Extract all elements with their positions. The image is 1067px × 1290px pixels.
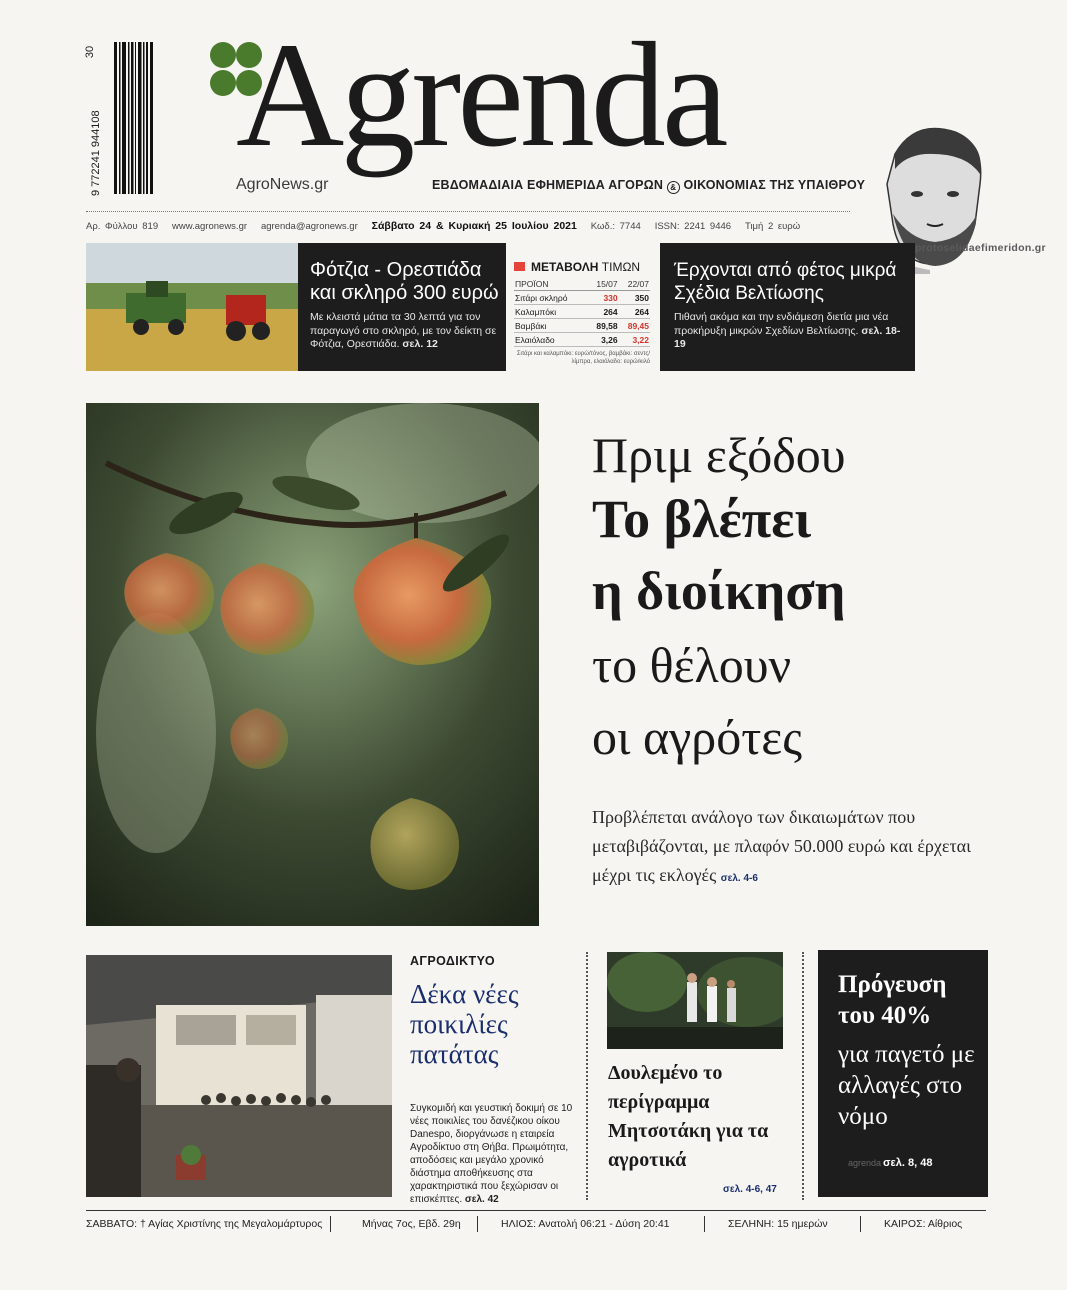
- greenhouse-visit-photo: [607, 952, 783, 1049]
- masthead-logo: Agrenda: [236, 12, 725, 178]
- teaser-left-body: Με κλειστά μάτια τα 30 λεπτά για τον παραγωγό στο σκληρό, με τον δείκτη σε Φότζια, Ορεστιάδα. σελ. 12: [310, 311, 497, 350]
- footer-month: Μήνας 7ος, Εβδ. 29η: [362, 1218, 461, 1230]
- table-row: Βαμβάκι 89,58 89,45: [515, 320, 649, 331]
- footer-rule: [86, 1210, 986, 1211]
- main-headline-line5: οι αγρότες: [592, 709, 803, 765]
- masthead-site: AgroNews.gr: [236, 176, 329, 193]
- masthead-rule: [86, 211, 850, 212]
- bottom-left-ref: σελ. 42: [464, 1194, 499, 1205]
- main-headline-line1: Πριμ εξόδου: [592, 427, 846, 483]
- bottom-left-body: Συγκομιδή και γευστική δοκιμή σε 10 νέες ποικιλίες του δανέζικου οίκου Danespo, διοργάνωσε η εταιρεία Αγροδίκτυο στη Θήβα. Πρωιμότητα, αποδόσεις και μεγάλο χρονικό διάστημα αποθήκευσης στα χαρακτηριστικά που ξεχώρισαν οι επισκέπτες. σελ. 42: [410, 1103, 573, 1205]
- column-divider: [586, 952, 588, 1200]
- bottom-middle-headline: Δουλεμένο το περίγραμμα Μητσοτάκη για τα αγροτικά: [608, 1062, 769, 1171]
- price-table-title: ΜΕΤΑΒΟΛΗ ΤΙΜΩΝ: [514, 260, 650, 274]
- price-table: [514, 278, 650, 347]
- red-square-icon: [514, 262, 525, 271]
- pears-photo: [86, 403, 539, 926]
- footer-weather: ΚΑΙΡΟΣ: Αίθριος: [884, 1218, 963, 1230]
- footer-sun: ΗΛΙΟΣ: Ανατολή 06:21 - Δύση 20:41: [501, 1218, 670, 1230]
- event-hall-photo: [86, 955, 392, 1197]
- watermark: protoselidaefimeridon.gr: [915, 242, 1046, 254]
- barcode-issue: 30: [84, 45, 97, 59]
- footer-moon: ΣΕΛΗΝΗ: 15 ημερών: [728, 1218, 828, 1230]
- teaser-left-title: Φότζια - Ορεστιάδα και σκληρό 300 ευρώ: [310, 259, 499, 304]
- main-headline-line3: η διοίκηση: [592, 561, 846, 621]
- bottom-right-ref: agrenda σελ. 8, 48: [848, 1157, 933, 1169]
- masthead-tagline: ΕΒΔΟΜΑΔΙΑΙΑ ΕΦΗΜΕΡΙΔΑ ΑΓΟΡΩΝ & ΟΙΚΟΝΟΜΙΑΣ ΤΗΣ ΥΠΑΙΘΡΟΥ: [432, 178, 866, 192]
- price-change-table: [514, 260, 650, 366]
- issue-info-line: Αρ. Φύλλου 819 www.agronews.gr agrenda@agronews.gr Σάββατο 24 & Κυριακή 25 Ιουλίου 2021 Κωδ.: 7744 ISSN: 2241 9446 Τιμή 2 ευρώ: [86, 220, 801, 232]
- bottom-right-headline-light: για παγετό με αλλαγές στο νόμο: [838, 1041, 975, 1130]
- footer-separator: [477, 1216, 478, 1232]
- footer-separator: [704, 1216, 705, 1232]
- teaser-right-title: Έρχονται από φέτος μικρά Σχέδια Βελτίωσης: [674, 260, 897, 304]
- table-row: Καλαμπόκι 264 264: [515, 306, 649, 317]
- table-row: Σιτάρι σκληρό 330 350: [515, 292, 649, 303]
- bottom-middle-ref: σελ. 4-6, 47: [723, 1184, 777, 1195]
- main-ref: σελ. 4-6: [720, 873, 758, 884]
- barcode-number: 9 772241 944108: [90, 110, 102, 196]
- footer-separator: [330, 1216, 331, 1232]
- harvester-photo: [86, 243, 298, 371]
- table-row: Ελαιόλαδο 3,26 3,22: [515, 334, 649, 345]
- main-headline-line2: Το βλέπει: [592, 489, 812, 549]
- col-header: 22/07: [619, 278, 650, 291]
- bottom-left-kicker: ΑΓΡΟΔΙΚΤΥΟ: [410, 954, 495, 968]
- price-table-note: Σιτάρι και καλαμπόκι: ευρώ/τόνος, βαμβάκι: σεντς/λίμπρα, ελαιόλαδο: ευρώ/κιλό: [516, 351, 650, 365]
- teaser-right-body: Πιθανή ακόμα και την ενδιάμεση διετία μια νέα προκήρυξη μικρών Σχεδίων Βελτίωσης. σελ. 18-19: [674, 311, 901, 350]
- bottom-left-headline: Δέκα νέες ποικιλίες πατάτας: [410, 979, 519, 1069]
- registered-icon: &: [667, 181, 680, 194]
- teaser-right-ref: σελ. 18-19: [674, 324, 901, 350]
- issue-date: Σάββατο 24 & Κυριακή 25 Ιουλίου 2021: [371, 220, 577, 232]
- footer-separator: [860, 1216, 861, 1232]
- bottom-right-headline-bold: Πρόγευση του 40%: [838, 971, 947, 1029]
- col-header: 15/07: [587, 278, 618, 291]
- main-deck: Προβλέπεται ανάλογο των δικαιωμάτων που μεταβιβάζονται, με πλαφόν 50.000 ευρώ και έρχεται μέχρι τις εκλογές σελ. 4-6: [592, 807, 971, 885]
- main-headline-line4: το θέλουν: [592, 637, 792, 693]
- column-divider: [802, 952, 804, 1200]
- col-header: ΠΡΟΪΟΝ: [514, 278, 587, 291]
- footer-saint: ΣΑΒΒΑΤΟ: † Αγίας Χριστίνης της Μεγαλομάρτυρος: [86, 1218, 323, 1230]
- teaser-left-ref: σελ. 12: [402, 338, 438, 350]
